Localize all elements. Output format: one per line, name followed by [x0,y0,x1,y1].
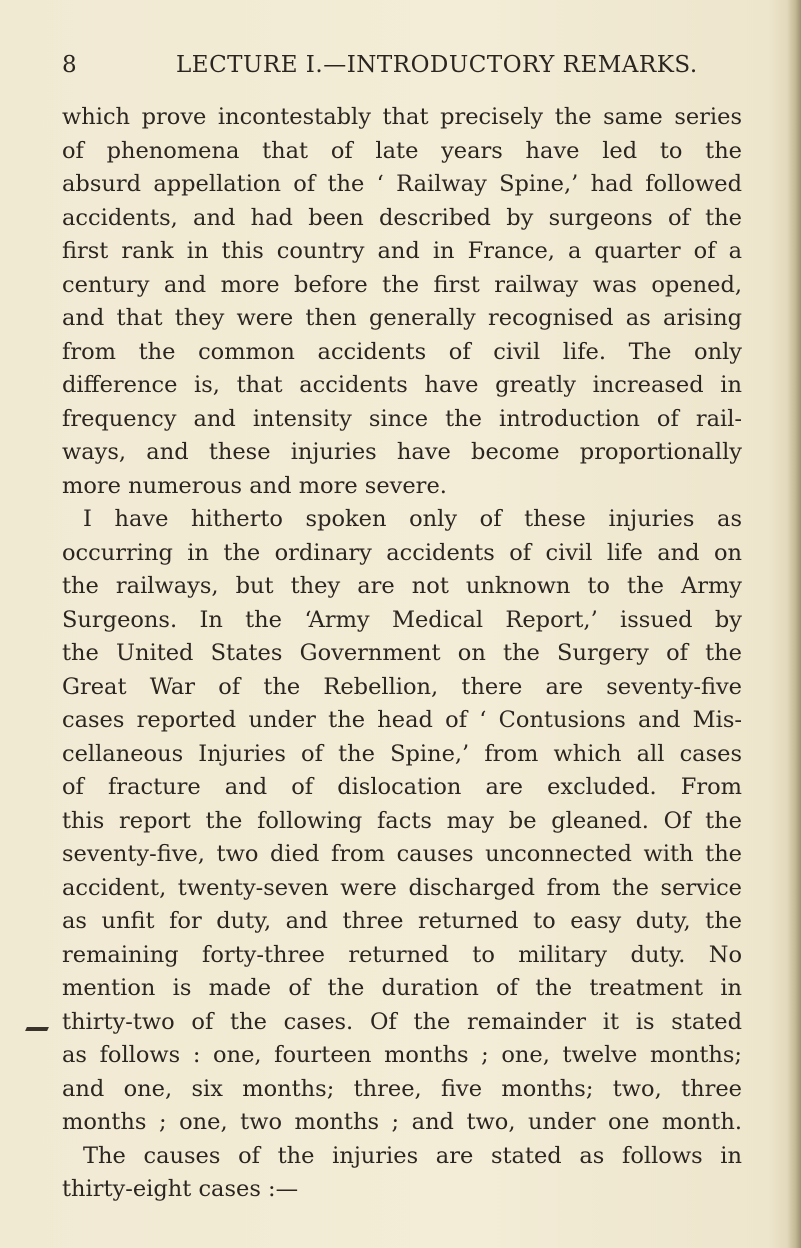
paragraph-start-line: I have hitherto spoken only of these injuries as [83,506,742,532]
text-line: mention is made of the duration of the treatment in [62,975,742,1001]
text-line: from the common accidents of civil life. The only [62,338,742,365]
text-line: accident, twenty-seven were discharged from the service [62,874,742,901]
text-line: and one, six months; three, five months; two, three [62,1075,742,1102]
text-line: thirty-eight cases :— [62,1176,299,1202]
text-line: this report the following facts may be gleaned. Of the [62,807,742,834]
text-line: cases reported under the head of ‘ Contusions and Mis- [62,707,742,733]
margin-pencil-mark [25,1027,49,1031]
text-line: Great War of the Rebellion, there are seventy-five [62,673,742,700]
text-line: as follows : one, fourteen months ; one, twelve months; [62,1042,742,1068]
text-line: first rank in this country and in France, a quarter of a [62,238,742,264]
text-line: seventy-five, two died from causes unconnected with the [62,841,742,867]
text-line: remaining forty-three returned to military duty. No [62,941,742,968]
text-line: frequency and intensity since the introduction of rail- [62,405,742,432]
text-line: as unfit for duty, and three returned to easy duty, the [62,908,742,934]
body-text [62,101,742,1207]
text-line: cellaneous Injuries of the Spine,’ from which all cases [62,740,742,767]
text-line: more numerous and more severe. [62,472,447,499]
page-header [62,52,742,82]
text-line: the United States Government on the Surgery of the [62,640,742,666]
text-line: which prove incontestably that precisely the same series [62,104,742,130]
running-title: LECTURE I.—INTRODUCTORY REMARKS. [176,52,698,78]
text-line: months ; one, two months ; and two, under one month. [62,1109,742,1135]
text-line: thirty-two of the cases. Of the remainder it is stated [62,1008,742,1035]
paragraph-start-line: The causes of the injuries are stated as follows in [83,1142,742,1169]
page-number: 8 [62,52,78,78]
text-line: difference is, that accidents have greatly increased in [62,372,742,398]
page-edge-shadow [787,0,801,1248]
text-line: Surgeons. In the ‘Army Medical Report,’ issued by [62,606,742,633]
text-line: occurring in the ordinary accidents of civil life and on [62,539,742,566]
text-line: and that they were then generally recognised as arising [62,305,742,331]
text-line: accidents, and had been described by surgeons of the [62,204,742,231]
text-line: the railways, but they are not unknown to the Army [62,573,742,599]
text-line: ways, and these injuries have become proportionally [62,439,742,465]
text-line: of fracture and of dislocation are excluded. From [62,774,742,800]
text-line: century and more before the first railway was opened, [62,271,742,298]
text-line: of phenomena that of late years have led to the [62,137,742,164]
text-line: absurd appellation of the ‘ Railway Spine,’ had followed [62,171,742,197]
